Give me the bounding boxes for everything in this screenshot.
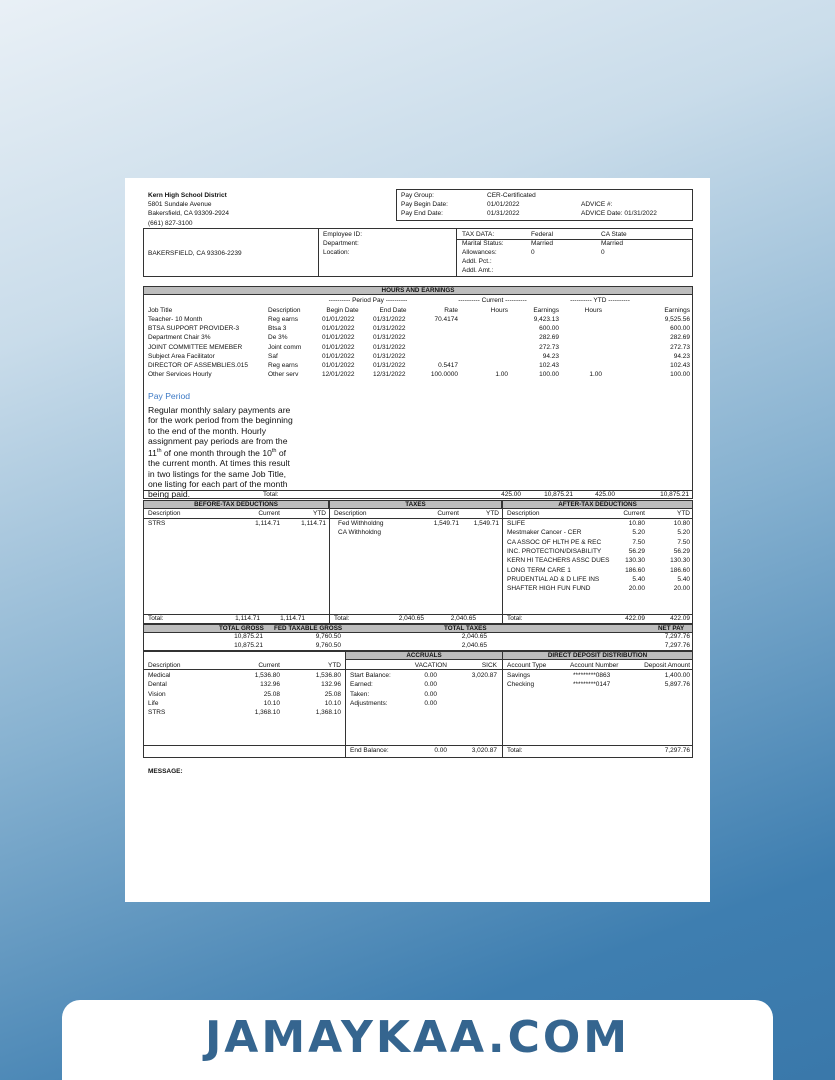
allowances-state: 0 — [601, 249, 605, 256]
employer-address2: Bakersfield, CA 93309-2924 — [148, 210, 229, 217]
taxes-row-cell-0: Fed Withholdng — [338, 520, 384, 527]
net-pay-label: NET PAY — [658, 625, 685, 632]
hours-row-cell-3: 01/31/2022 — [373, 325, 406, 333]
brand-logo-text: JAMAYKAA.COM — [204, 1012, 631, 1063]
dd-total — [125, 747, 710, 756]
location-label: Location: — [323, 249, 350, 256]
before-tax-total-label-cell-0: Total: — [148, 615, 164, 622]
hours-col-header-cell-7: Hours — [584, 307, 602, 314]
benefits-row-cell-2: 25.08 — [324, 690, 341, 698]
after-tax-row-cell-1: 56.29 — [628, 547, 645, 555]
hours-row — [125, 371, 710, 380]
hours-total-row — [143, 491, 693, 500]
hours-row-cell-8: 94.23 — [673, 352, 690, 360]
note-part-1: Regular monthly salary payments are for the work period from the beginning to the end of the month. Hourly assignment pay periods are from the 11 — [148, 405, 293, 459]
addl-pct-label: Addl. Pct.: — [462, 258, 492, 265]
after-tax-row-cell-2: 7.50 — [677, 538, 690, 546]
hours-total-current-earnings: 10,875.21 — [544, 491, 573, 498]
accruals-row-cell-1: 0.00 — [424, 672, 437, 679]
taxes-row-cell-2: 1,549.71 — [473, 520, 499, 527]
before-tax-col-header-cell-1: Current — [258, 510, 280, 517]
after-tax-row-cell-1: 20.00 — [628, 585, 645, 593]
note-sup-1: th — [156, 448, 162, 455]
benefits-row-cell-1: 1,536.80 — [254, 672, 280, 679]
hours-row — [125, 353, 710, 362]
hours-earnings-header: HOURS AND EARNINGS — [143, 286, 693, 295]
benefits-row-cell-0: Medical — [148, 672, 171, 679]
hours-row-cell-6: 102.43 — [539, 362, 559, 369]
hours-col-header-cell-8: Earnings — [664, 307, 690, 314]
accruals-row-cell-0: Taken: — [350, 690, 370, 698]
dd-row — [125, 681, 710, 690]
accruals-col-header-cell-1: SICK — [481, 662, 497, 669]
benefits-row-cell-0: Life — [148, 699, 159, 707]
after-tax-row-cell-1: 10.80 — [628, 520, 645, 527]
pay-group-label: Pay Group: — [401, 192, 434, 199]
hours-row-cell-3: 01/31/2022 — [373, 316, 406, 323]
hours-total-current-hours: 425.00 — [501, 491, 521, 498]
hours-row-cell-2: 01/01/2022 — [322, 334, 355, 342]
taxes-col-header-cell-1: Current — [437, 510, 459, 517]
hours-row-cell-8: 100.00 — [670, 371, 690, 379]
hours-row-cell-8: 272.73 — [670, 343, 690, 351]
benefits-row — [125, 709, 710, 718]
after-tax-row — [125, 548, 710, 557]
employer-phone: (661) 827-3100 — [148, 220, 193, 227]
hours-row-cell-8: 102.43 — [670, 362, 690, 369]
taxes-header: TAXES — [329, 500, 502, 509]
current-caption: ---------- Current ---------- — [458, 297, 527, 304]
hours-total-ytd-earnings: 10,875.21 — [660, 491, 689, 498]
accruals-row-cell-0: Earned: — [350, 681, 373, 689]
hours-col-header-cell-2: Begin Date — [326, 307, 359, 314]
benefits-row-cell-1: 1,368.10 — [254, 709, 280, 717]
hours-row-cell-1: De 3% — [268, 334, 288, 342]
after-tax-row-cell-0: KERN HI TEACHERS ASSC DUES — [507, 557, 610, 565]
taxes-total-cell-0: 2,040.65 — [398, 615, 424, 622]
pay-group-value: CER-Certificated — [487, 192, 536, 199]
period-pay-caption: ---------- Period Pay ---------- — [328, 297, 408, 304]
total-gross-label: TOTAL GROSS — [219, 625, 264, 632]
after-tax-row-cell-2: 130.30 — [670, 557, 690, 565]
hours-row-cell-2: 12/01/2022 — [322, 371, 355, 379]
accruals-header: ACCRUALS — [406, 652, 442, 659]
benefits-row-cell-2: 132.96 — [321, 681, 341, 689]
after-tax-col-header-cell-0: Description — [507, 510, 540, 517]
after-tax-row — [125, 529, 710, 538]
hours-row-cell-3: 12/31/2022 — [373, 371, 406, 379]
advice-date-label: ADVICE Date: — [581, 210, 623, 217]
accruals-row-cell-1: 0.00 — [424, 681, 437, 689]
advice-number-label: ADVICE #: — [581, 201, 613, 208]
hours-row-cell-1: Reg earns — [268, 362, 298, 369]
before-tax-row-cell-2: 1,114.71 — [301, 520, 326, 527]
after-tax-col-header-cell-1: Current — [623, 510, 645, 517]
hours-total-label: Total: — [263, 491, 279, 498]
hours-row-cell-1: Other serv — [268, 371, 299, 379]
after-tax-row-cell-2: 5.40 — [677, 575, 690, 583]
after-tax-row — [125, 539, 710, 548]
after-tax-row-cell-1: 7.50 — [632, 538, 645, 546]
dd-row-cell-1: *********0863 — [573, 672, 611, 679]
benefits-col-header-cell-2: YTD — [328, 662, 341, 669]
hours-col-header-cell-0: Job Title — [148, 307, 173, 314]
marital-fed: Married — [531, 240, 554, 247]
benefits-row-cell-0: Dental — [148, 681, 167, 689]
accruals-row — [125, 700, 710, 709]
employee-id-label: Employee ID: — [323, 231, 363, 238]
after-tax-col-header-cell-2: YTD — [677, 510, 690, 517]
hours-row-cell-2: 01/01/2022 — [322, 316, 355, 323]
employee-city: BAKERSFIELD, CA 93306-2239 — [148, 250, 242, 257]
hours-row-cell-4: 0.5417 — [438, 362, 458, 369]
hours-row — [125, 362, 710, 371]
hours-col-header-cell-6: Earnings — [533, 307, 559, 314]
ytd-caption: ---------- YTD ---------- — [570, 297, 630, 304]
after-tax-total-cell-1: 422.09 — [670, 615, 690, 622]
taxes-total-label-cell-0: Total: — [334, 615, 350, 622]
benefits-col-header-cell-0: Description — [148, 662, 181, 669]
after-tax-row-cell-0: LONG TERM CARE 1 — [507, 566, 571, 574]
taxes-col-header-cell-0: Description — [334, 510, 367, 517]
hours-row-cell-8: 9,525.56 — [664, 316, 690, 323]
hours-col-header — [125, 307, 710, 316]
after-tax-row — [125, 557, 710, 566]
benefits-row-cell-1: 10.10 — [263, 699, 280, 707]
allowances-label: Allowances: — [462, 249, 497, 256]
message-label: MESSAGE: — [148, 768, 183, 775]
after-tax-row-cell-1: 5.20 — [632, 529, 645, 537]
after-tax-row-cell-0: INC. PROTECTION/DISABILITY — [507, 547, 602, 555]
hours-row-cell-3: 01/31/2022 — [373, 343, 406, 351]
hours-row-cell-6: 94.23 — [542, 352, 559, 360]
hours-row-cell-2: 01/01/2022 — [322, 362, 355, 369]
tax-state-header: CA State — [601, 231, 627, 238]
summary-row-cell-1: 9,760.50 — [315, 642, 341, 649]
dd-row-cell-0: Savings — [507, 672, 531, 679]
hours-row — [125, 325, 710, 334]
employer-name: Kern High School District — [148, 192, 227, 199]
hours-row-cell-6: 9,423.13 — [533, 316, 559, 323]
pay-period-note — [148, 405, 293, 500]
hours-total-ytd-hours: 425.00 — [595, 491, 615, 498]
before-tax-col-header-cell-2: YTD — [313, 510, 326, 517]
dd-total-cell-0: Total: — [507, 747, 523, 754]
hours-row-cell-3: 01/31/2022 — [373, 352, 406, 360]
hours-col-header-cell-1: Description — [268, 307, 301, 314]
hours-col-header-cell-4: Rate — [444, 307, 458, 314]
after-tax-row-cell-2: 186.60 — [670, 566, 690, 574]
after-tax-row-cell-1: 130.30 — [625, 557, 645, 565]
hours-row-cell-6: 100.00 — [539, 371, 559, 379]
benefits-row-cell-2: 10.10 — [324, 699, 341, 707]
hours-col-header-cell-3: End Date — [379, 307, 407, 314]
after-tax-col-header — [125, 510, 710, 519]
department-label: Department: — [323, 240, 359, 247]
summary-row-cell-3: 7,297.76 — [664, 642, 690, 649]
pay-begin-label: Pay Begin Date: — [401, 201, 448, 208]
after-tax-total-label-cell-0: Total: — [507, 615, 523, 622]
addl-amt-label: Addl. Amt.: — [462, 267, 494, 274]
pay-period-title: Pay Period — [148, 391, 191, 401]
advice-date-value: 01/31/2022 — [624, 210, 657, 217]
after-tax-row-cell-0: PRUDENTIAL AD & D LIFE INS — [507, 575, 600, 583]
after-tax-row-cell-0: SHAFTER HIGH FUN FUND — [507, 585, 591, 593]
after-tax-row-cell-0: SLIFE — [507, 520, 526, 527]
hours-row-cell-1: Btsa 3 — [268, 325, 287, 333]
dd-header: DIRECT DEPOSIT DISTRIBUTION — [547, 652, 648, 659]
accruals-header-bar — [345, 651, 503, 660]
after-tax-row-cell-2: 20.00 — [673, 585, 690, 593]
hours-row-cell-3: 01/31/2022 — [373, 362, 406, 369]
accruals-end-balance-cell-0: 0.00 — [434, 747, 447, 754]
after-tax-row-cell-0: Mestmaker Cancer - CER — [507, 529, 582, 537]
hours-row-cell-2: 01/01/2022 — [322, 352, 355, 360]
benefits-row-cell-0: STRS — [148, 709, 166, 717]
summary-row-cell-3: 7,297.76 — [664, 633, 690, 640]
after-tax-row-cell-2: 10.80 — [673, 520, 690, 527]
benefits-row-cell-1: 25.08 — [263, 690, 280, 698]
note-part-3: of the current month. At times this result in two listings for the same Job Title, one listing for each part of the month being paid. — [148, 448, 290, 500]
accruals-row — [125, 691, 710, 700]
accruals-row-cell-0: Start Balance: — [350, 672, 391, 679]
taxes-total-cell-1: 2,040.65 — [450, 615, 476, 622]
pay-stub — [125, 178, 710, 902]
pay-begin-value: 01/01/2022 — [487, 201, 520, 208]
accruals-col-header-cell-0: VACATION — [414, 662, 447, 669]
pay-end-value: 01/31/2022 — [487, 210, 520, 217]
hours-row-cell-0: Subject Area Facilitator — [148, 352, 215, 360]
hours-row-cell-4: 100.0000 — [430, 371, 458, 379]
benefits-row-cell-0: Vision — [148, 690, 166, 698]
hours-row-cell-8: 600.00 — [670, 325, 690, 333]
before-tax-row-cell-0: STRS — [148, 520, 166, 527]
marital-label: Marital Status: — [462, 240, 504, 247]
hours-row-cell-4: 70.4174 — [434, 316, 458, 323]
hours-row-cell-1: Joint comm — [268, 343, 302, 351]
summary-row-cell-0: 10,875.21 — [234, 642, 263, 649]
hours-row-cell-0: JOINT COMMITTEE MEMEBER — [148, 343, 243, 351]
dd-col-header-cell-1: Account Number — [570, 662, 619, 669]
accruals-row-cell-1: 0.00 — [424, 690, 437, 698]
after-tax-row-cell-0: CA ASSOC OF HLTH PE & REC — [507, 538, 602, 546]
summary-row-cell-2: 2,040.65 — [461, 633, 487, 640]
pay-end-label: Pay End Date: — [401, 210, 443, 217]
marital-state: Married — [601, 240, 624, 247]
hours-row-cell-0: DIRECTOR OF ASSEMBLIES.015 — [148, 362, 248, 369]
benefits-col-header-cell-1: Current — [258, 662, 280, 669]
after-tax-row-cell-2: 5.20 — [677, 529, 690, 537]
fed-taxable-label: FED TAXABLE GROSS — [274, 625, 343, 632]
hours-row — [125, 344, 710, 353]
after-tax-total-cell-0: 422.09 — [625, 615, 645, 622]
accruals-row-cell-2: 3,020.87 — [471, 672, 497, 679]
summary-row-cell-0: 10,875.21 — [234, 633, 263, 640]
after-tax-row — [125, 576, 710, 585]
hours-row — [125, 334, 710, 343]
hours-row-cell-6: 272.73 — [539, 343, 559, 351]
after-tax-header: AFTER-TAX DEDUCTIONS — [502, 500, 693, 509]
tax-data-label: TAX DATA: — [462, 231, 495, 238]
hours-row-cell-2: 01/01/2022 — [322, 325, 355, 333]
dd-header-bar — [502, 651, 693, 660]
hours-row-cell-6: 282.69 — [539, 334, 559, 342]
accruals-row-cell-1: 0.00 — [424, 699, 437, 707]
summary-row — [125, 642, 710, 651]
dd-row-cell-2: 5,897.76 — [664, 681, 690, 689]
tax-federal-header: Federal — [531, 231, 554, 238]
taxes-row-cell-0: CA Withholdng — [338, 529, 381, 537]
after-tax-row-cell-1: 5.40 — [632, 575, 645, 583]
accruals-row-cell-0: Adjustments: — [350, 699, 388, 707]
accruals-end-balance-cell-1: 3,020.87 — [471, 747, 497, 754]
after-tax-row — [125, 520, 710, 529]
hours-row — [125, 316, 710, 325]
before-tax-header: BEFORE-TAX DEDUCTIONS — [143, 500, 329, 509]
hours-row-cell-8: 282.69 — [670, 334, 690, 342]
dd-col-header-cell-2: Deposit Amount — [644, 662, 690, 669]
employer-address1: 5801 Sundale Avenue — [148, 201, 212, 208]
dd-col-header — [125, 662, 710, 671]
hours-row-cell-6: 600.00 — [539, 325, 559, 333]
hours-row-cell-7: 1.00 — [589, 371, 602, 379]
after-tax-total — [125, 615, 710, 624]
hours-row-cell-3: 01/31/2022 — [373, 334, 406, 342]
dd-row-cell-0: Checking — [507, 681, 535, 689]
dd-row-cell-2: 1,400.00 — [664, 672, 690, 679]
after-tax-row-cell-1: 186.60 — [625, 566, 645, 574]
after-tax-row-cell-2: 56.29 — [673, 547, 690, 555]
hours-row-cell-0: Department Chair 3% — [148, 334, 211, 342]
hours-row-cell-0: Teacher- 10 Month — [148, 316, 203, 323]
hours-row-cell-2: 01/01/2022 — [322, 343, 355, 351]
summary-row-cell-2: 2,040.65 — [461, 642, 487, 649]
hours-row-cell-5: 1.00 — [495, 371, 508, 379]
dd-total-cell-1: 7,297.76 — [664, 747, 690, 754]
hours-row-cell-1: Reg earns — [268, 316, 298, 323]
note-part-2: of one month through the 10 — [161, 448, 272, 459]
summary-row-cell-1: 9,760.50 — [315, 633, 341, 640]
after-tax-row — [125, 567, 710, 576]
dd-row — [125, 672, 710, 681]
taxes-col-header-cell-2: YTD — [486, 510, 499, 517]
hours-row-cell-0: Other Services Hourly — [148, 371, 212, 379]
note-sup-2: th — [271, 448, 277, 455]
benefits-row-cell-2: 1,536.80 — [315, 672, 341, 679]
benefits-row-cell-2: 1,368.10 — [315, 709, 341, 717]
after-tax-row — [125, 585, 710, 594]
accruals-end-label-cell-0: End Balance: — [350, 747, 389, 754]
summary-header — [143, 624, 693, 633]
hours-row-cell-1: Saf — [268, 352, 278, 360]
hours-row-cell-0: BTSA SUPPORT PROVIDER-3 — [148, 325, 240, 333]
advice-date — [581, 210, 657, 218]
hours-col-header-cell-5: Hours — [490, 307, 508, 314]
summary-row — [125, 633, 710, 642]
dd-row-cell-1: *********0147 — [573, 681, 611, 689]
total-taxes-label: TOTAL TAXES — [444, 625, 487, 632]
allowances-fed: 0 — [531, 249, 535, 256]
taxes-row-cell-1: 1,549.71 — [433, 520, 459, 527]
dd-col-header-cell-0: Account Type — [507, 662, 547, 669]
benefits-row-cell-1: 132.96 — [260, 681, 280, 689]
before-tax-total-cell-0: 1,114.71 — [235, 615, 260, 622]
before-tax-row-cell-1: 1,114.71 — [255, 520, 280, 527]
before-tax-total-cell-1: 1,114.71 — [280, 615, 305, 622]
before-tax-col-header-cell-0: Description — [148, 510, 181, 517]
